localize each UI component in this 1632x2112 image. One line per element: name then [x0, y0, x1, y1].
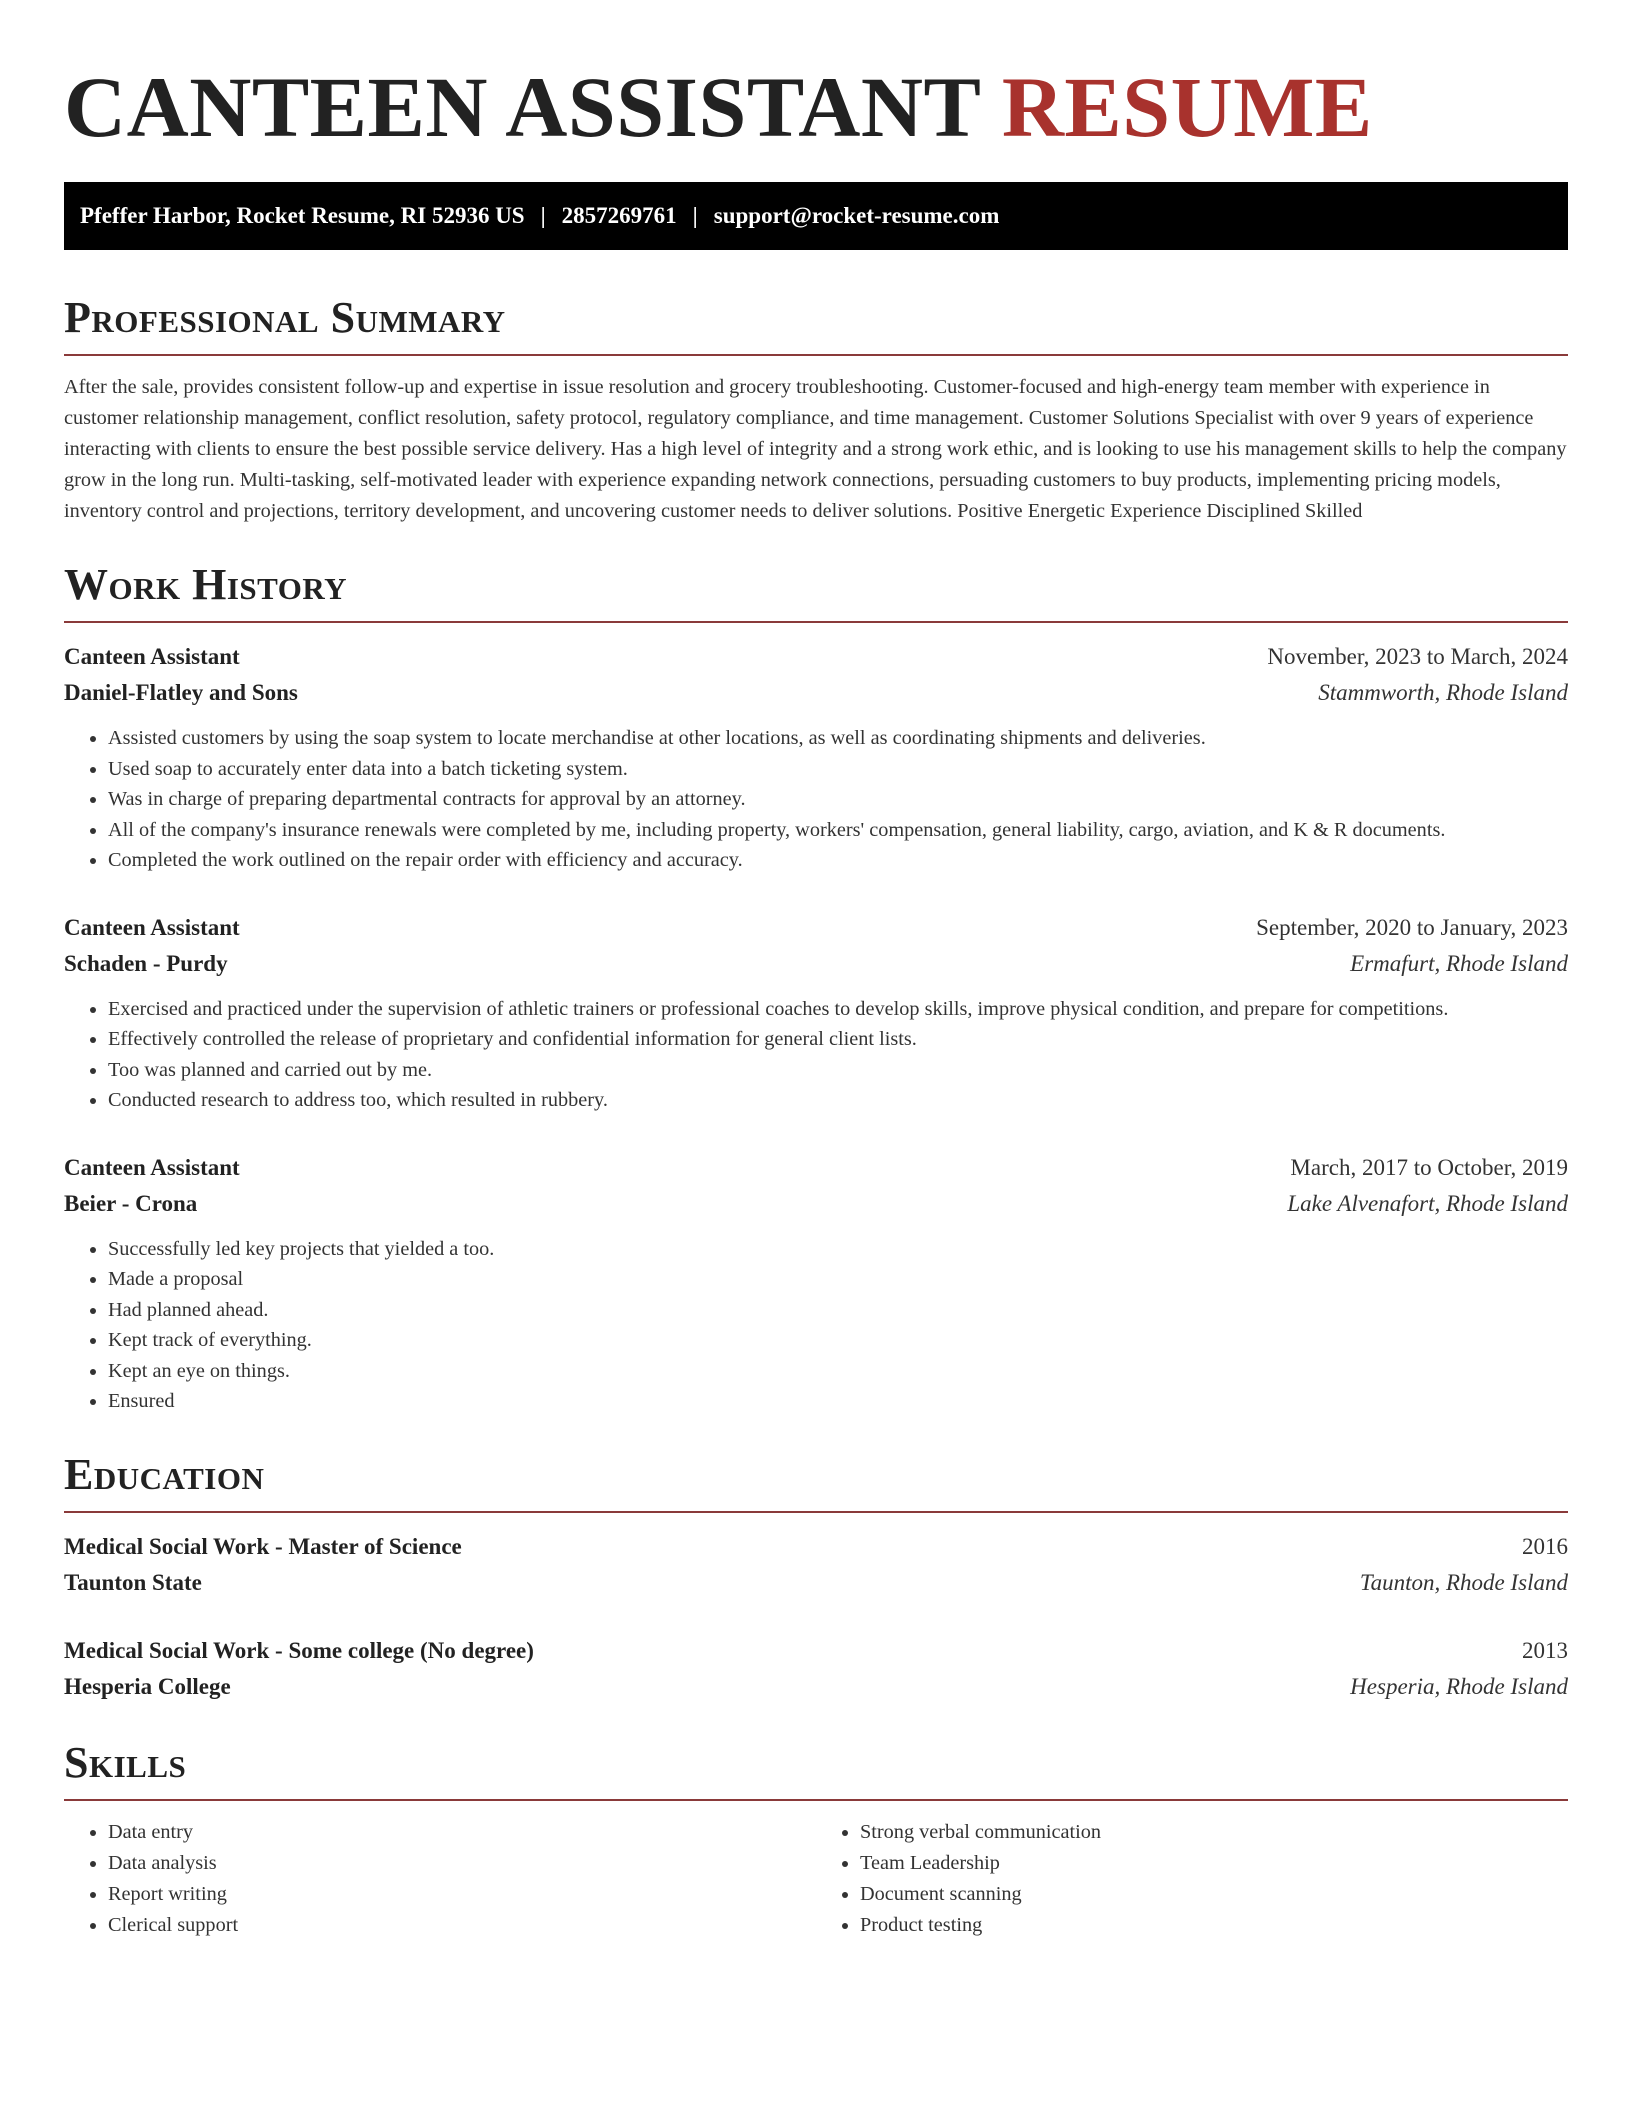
education-location: Hesperia, Rhode Island: [1350, 1673, 1568, 1699]
job-bullet: • Completed the work outlined on the repair order with efficiency and accuracy.: [108, 845, 1568, 876]
summary-text: After the sale, provides consistent follow-up and expertise in issue resolution and grocery troubleshooting. Customer-focused and high-energy team member with experience in customer relationship management, conflict resolution, safety protocol, regulatory compliance, and time management. Customer Solutions Specialist with over 9 years of experience interacting with clients to ensure the best possible service delivery. Has a high level of integrity and a strong work ethic, and is looking to use his management skills to help the company grow in the long run. Multi-tasking, self-motivated leader with experience expanding network connections, persuading customers to buy products, implementing pricing models, inventory control and projections, territory development, and uncovering customer needs to deliver solutions. Positive Energetic Experience Disciplined Skilled: [64, 376, 1567, 522]
job-bullet: • Assisted customers by using the soap system to locate merchandise at other locations, as well as coordinating shipments and deliveries.: [108, 723, 1568, 754]
title-main: CANTEEN ASSISTANT: [64, 59, 980, 155]
education-entry: [64, 1529, 1568, 1601]
job-company: Daniel-Flatley and Sons: [64, 680, 298, 705]
job-entry: [64, 910, 1568, 1116]
job-bullets: [64, 723, 1568, 876]
skills-list-left: [64, 1817, 816, 1941]
contact-separator: |: [540, 203, 546, 228]
education-degree: Medical Social Work - Master of Science: [64, 1533, 462, 1559]
education-location: Taunton, Rhode Island: [1359, 1569, 1568, 1595]
education-section: [64, 1449, 1568, 1705]
job-title: Canteen Assistant: [64, 914, 240, 940]
job-location: Lake Alvenafort, Rhode Island: [1287, 1190, 1568, 1216]
skill-item: • Product testing: [860, 1910, 1568, 1941]
education-degree-row: [64, 1633, 1568, 1669]
job-bullet: • Used soap to accurately enter data into a batch ticketing system.: [108, 754, 1568, 785]
job-bullet: • Made a proposal: [108, 1264, 1568, 1295]
skills-grid: [64, 1817, 1568, 1941]
job-bullet: • Exercised and practiced under the supervision of athletic trainers or professional coaches to develop skills, improve physical condition, and prepare for competitions.: [108, 994, 1568, 1025]
education-entry: [64, 1633, 1568, 1705]
work-section: [64, 560, 1568, 1417]
job-company-row: [64, 675, 1568, 711]
skills-list-right: [816, 1817, 1568, 1941]
job-bullet: • Successfully led key projects that yielded a too.: [108, 1234, 1568, 1265]
job-header-row: [64, 639, 1568, 675]
job-dates: November, 2023 to March, 2024: [1267, 644, 1568, 669]
job-bullets: [64, 1234, 1568, 1417]
education-school: Taunton State: [64, 1569, 202, 1595]
skills-section: [64, 1737, 1568, 1941]
education-degree-row: [64, 1529, 1568, 1565]
job-bullet: • Too was planned and carried out by me.: [108, 1055, 1568, 1086]
job-dates: September, 2020 to January, 2023: [1256, 914, 1568, 940]
job-company: Schaden - Purdy: [64, 950, 228, 976]
education-school-row: [64, 1669, 1568, 1705]
education-school: Hesperia College: [64, 1673, 231, 1699]
skill-item: • Data entry: [108, 1817, 816, 1848]
job-location: Stammworth, Rhode Island: [1318, 680, 1568, 705]
job-bullet: • Kept an eye on things.: [108, 1356, 1568, 1387]
job-entry: [64, 639, 1568, 876]
education-year: 2016: [1522, 1533, 1568, 1559]
contact-separator: |: [692, 203, 698, 228]
job-title: Canteen Assistant: [64, 644, 240, 669]
job-bullet: • All of the company's insurance renewals were completed by me, including property, workers' compensation, general liability, cargo, aviation, and K & R documents.: [108, 815, 1568, 846]
skill-item: • Clerical support: [108, 1910, 816, 1941]
contact-bar: [64, 182, 1568, 250]
job-title: Canteen Assistant: [64, 1154, 240, 1180]
job-location: Ermafurt, Rhode Island: [1350, 950, 1568, 976]
education-school-row: [64, 1565, 1568, 1601]
skills-heading: Skills: [64, 1737, 187, 1787]
job-bullet: • Ensured: [108, 1386, 1568, 1417]
skill-item: • Data analysis: [108, 1848, 816, 1879]
work-heading: Work History: [64, 560, 348, 609]
skill-item: • Report writing: [108, 1879, 816, 1910]
job-bullet: • Effectively controlled the release of proprietary and confidential information for general client lists.: [108, 1024, 1568, 1055]
section-divider: [64, 354, 1568, 356]
education-heading: Education: [64, 1449, 265, 1499]
contact-address: Pfeffer Harbor, Rocket Resume, RI 52936 US: [80, 203, 525, 228]
job-bullet: • Kept track of everything.: [108, 1325, 1568, 1356]
skill-item: • Strong verbal communication: [860, 1817, 1568, 1848]
education-degree: Medical Social Work - Some college (No degree): [64, 1637, 534, 1663]
job-header-row: [64, 910, 1568, 946]
job-bullet: • Was in charge of preparing departmental contracts for approval by an attorney.: [108, 784, 1568, 815]
skill-item: • Team Leadership: [860, 1848, 1568, 1879]
education-year: 2013: [1522, 1637, 1568, 1663]
section-divider: [64, 621, 1568, 623]
job-company: Beier - Crona: [64, 1190, 198, 1216]
job-bullet: • Conducted research to address too, which resulted in rubbery.: [108, 1085, 1568, 1116]
summary-section: [64, 293, 1568, 527]
summary-heading: Professional Summary: [64, 293, 506, 342]
section-divider: [64, 1511, 1568, 1513]
job-dates: March, 2017 to October, 2019: [1290, 1154, 1568, 1180]
contact-phone: 2857269761: [561, 203, 677, 228]
section-divider: [64, 1799, 1568, 1801]
contact-email: support@rocket-resume.com: [713, 203, 1000, 228]
job-entry: [64, 1150, 1568, 1417]
resume-title: [64, 56, 1568, 155]
title-accent: RESUME: [1001, 59, 1373, 155]
job-header-row: [64, 1150, 1568, 1186]
skill-item: • Document scanning: [860, 1879, 1568, 1910]
job-bullets: [64, 994, 1568, 1116]
job-company-row: [64, 946, 1568, 982]
job-bullet: • Had planned ahead.: [108, 1295, 1568, 1326]
job-company-row: [64, 1186, 1568, 1222]
